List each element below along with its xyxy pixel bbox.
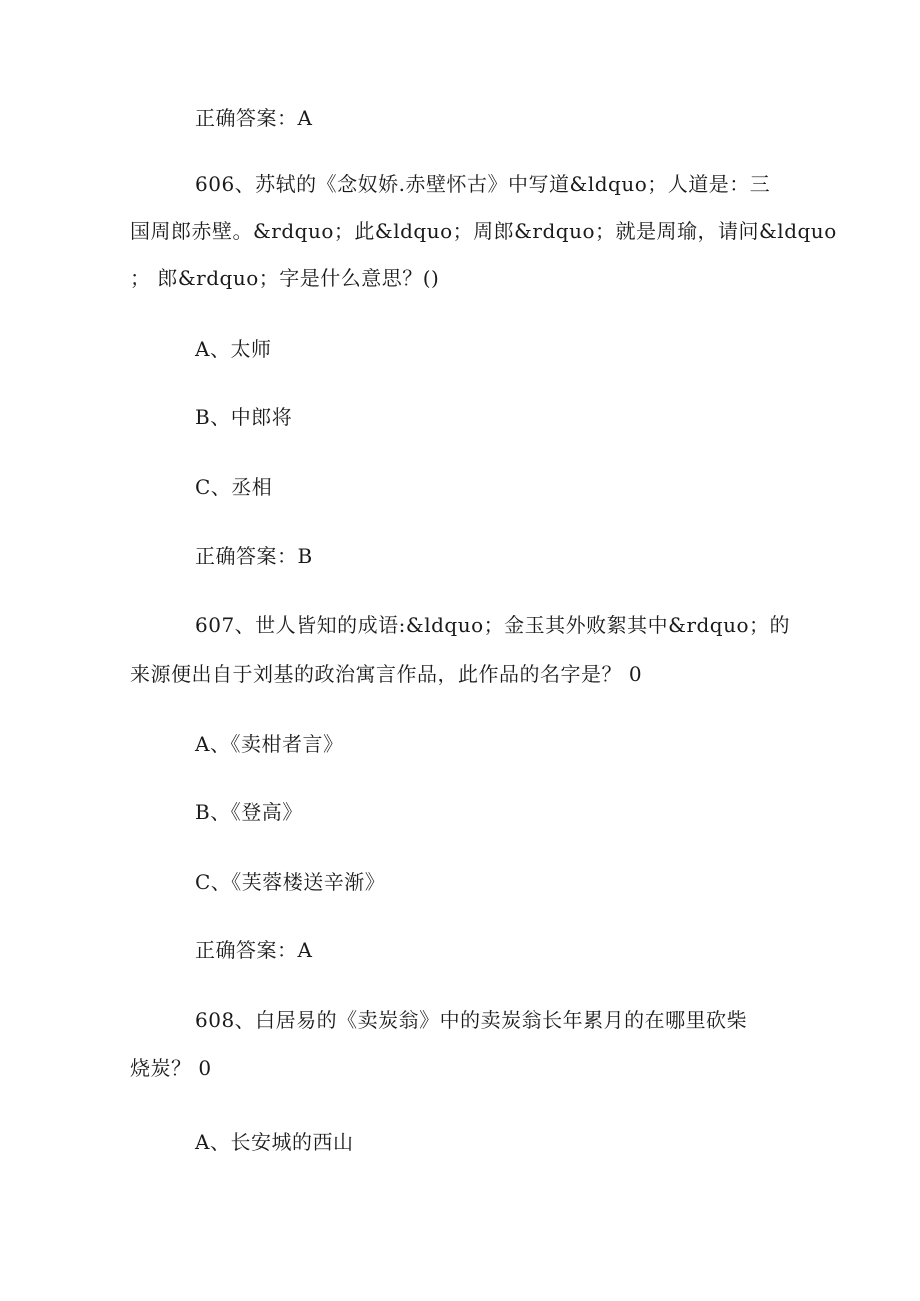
question-607-option-c: C、《芙蓉楼送辛渐》 — [195, 870, 386, 894]
question-607-line-1: 607、世人皆知的成语:&ldquo；金玉其外败絮其中&rdquo；的 — [195, 613, 791, 637]
previous-correct-answer: 正确答案：A — [195, 106, 313, 130]
question-606-line-2: 国周郎赤壁。&rdquo；此&ldquo；周郎&rdquo；就是周瑜，请问&ldquo — [130, 219, 837, 243]
question-608-option-a: A、长安城的西山 — [195, 1130, 354, 1154]
question-608-line-2: 烧炭？ 0 — [130, 1056, 212, 1080]
question-607-option-a: A、《卖柑者言》 — [195, 732, 344, 756]
question-607-option-b: B、《登高》 — [195, 800, 303, 824]
question-608-line-1: 608、白居易的《卖炭翁》中的卖炭翁长年累月的在哪里砍柴 — [195, 1008, 748, 1032]
question-606-correct-answer: 正确答案：B — [195, 544, 313, 568]
question-606-line-3: ； 郎&rdquo；字是什么意思？() — [130, 266, 440, 290]
question-606-option-b: B、中郎将 — [195, 405, 293, 429]
question-606-line-1: 606、苏轼的《念奴娇.赤壁怀古》中写道&ldquo；人道是：三 — [195, 172, 771, 196]
question-606-option-a: A、太师 — [195, 337, 272, 361]
question-606-option-c: C、丞相 — [195, 475, 273, 499]
question-607-correct-answer: 正确答案：A — [195, 938, 313, 962]
question-607-line-2: 来源便出自于刘基的政治寓言作品，此作品的名字是？ 0 — [130, 662, 643, 686]
